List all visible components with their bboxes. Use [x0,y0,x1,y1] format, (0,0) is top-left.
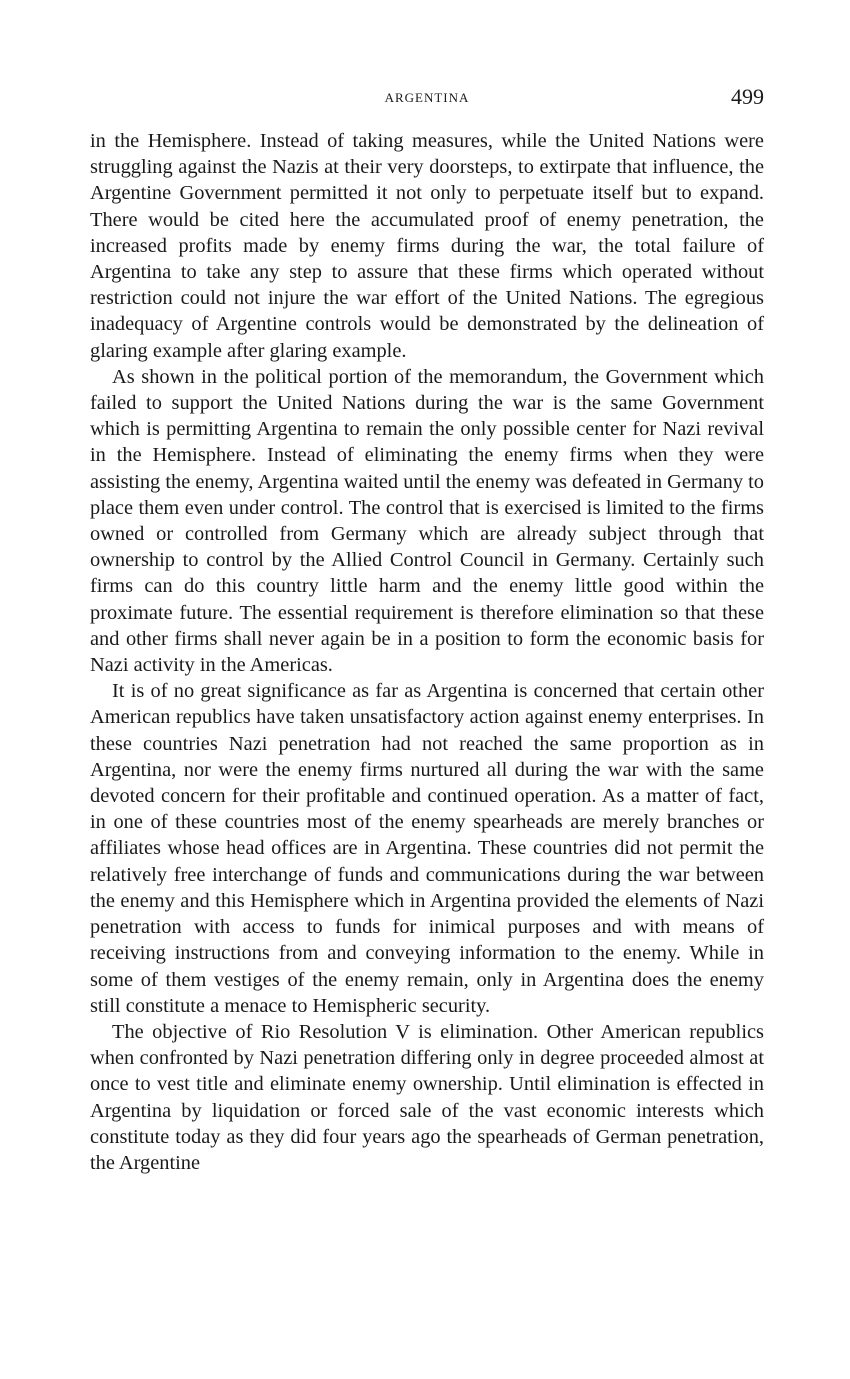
paragraph: As shown in the political portion of the memorandum, the Government which failed to support the United Nations during the war is the same Government which is permitting Argentina to remain the only possible center for Nazi revival in the Hemisphere. Instead of eliminating the enemy firms when they were assisting the enemy, Argentina waited until the enemy was defeated in Germany to place them even under control. The control that is exercised is limited to the firms owned or controlled from Germany which are already subject through that ownership to control by the Allied Control Council in Germany. Certainly such firms can do this country little harm and the enemy little good within the proximate future. The essential requirement is therefore elimination so that these and other firms shall never again be in a position to form the economic basis for Nazi activity in the Americas. [90,365,764,677]
paragraph: It is of no great significance as far as Argentina is concerned that certain other American republics have taken unsatisfactory action against enemy enterprises. In these countries Nazi penetration had not reached the same proportion as in Argentina, nor were the enemy firms nurtured all during the war with the same devoted concern for their profitable and continued operation. As a matter of fact, in one of these countries most of the enemy spearheads are merely branches or affiliates whose head offices are in Argentina. These countries did not permit the relatively free interchange of funds and communications during the war between the enemy and this Hemisphere which in Argentina provided the elements of Nazi penetration with access to funds for inimical purposes and with means of receiving instructions from and conveying information to the enemy. While in some of them vestiges of the enemy remain, only in Argentina does the enemy still constitute a menace to Hemispheric security. [90,680,764,1017]
paragraph: in the Hemisphere. Instead of taking measures, while the United Nations were struggling against the Nazis at their very doorsteps, to extirpate that influence, the Argentine Government permitted it not only to perpetuate itself but to expand. There would be cited here the accumulated proof of enemy penetration, the increased profits made by enemy firms during the war, the total failure of Argentina to take any step to assure that these firms which operated without restriction could not injure the war effort of the United Nations. The egregious inadequacy of Argentine controls would be demonstrated by the delineation of glaring example after glaring example. [90,130,764,362]
page-header [90,84,764,114]
document-page [90,84,764,1176]
paragraph: The objective of Rio Resolution V is elimination. Other American republics when confronted by Nazi penetration differing only in degree proceeded almost at once to vest title and eliminate enemy ownership. Until elimination is effected in Argentina by liquidation or forced sale of the vast economic interests which constitute today as they did four years ago the spearheads of German penetration, the Argentine [90,1020,764,1174]
body-text [90,128,764,1176]
page-number: 499 [731,84,764,109]
running-head: ARGENTINA [384,90,470,105]
